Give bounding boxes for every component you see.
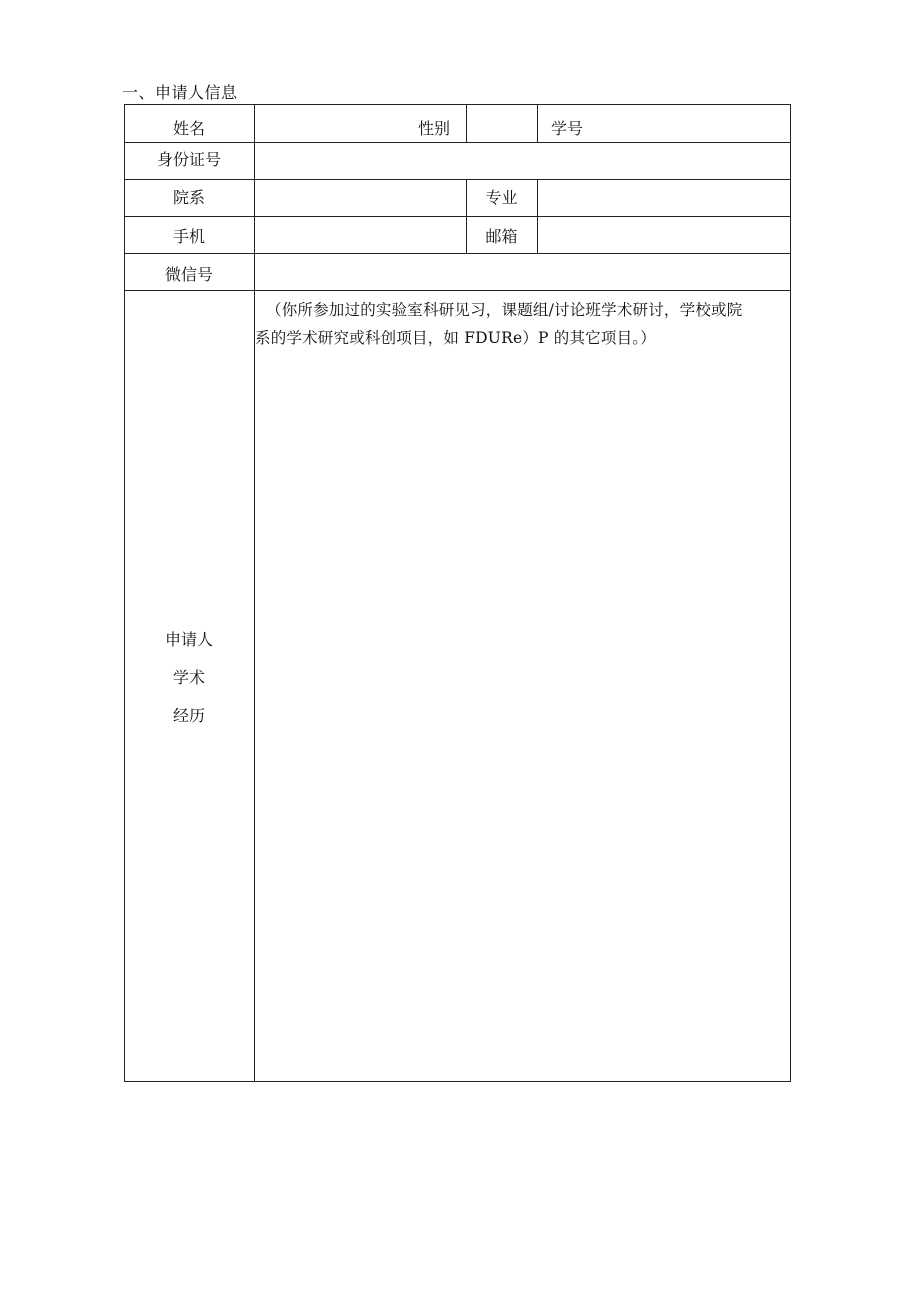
column-divider: [537, 104, 538, 142]
gender-label: 性别: [418, 119, 451, 138]
table-border-left: [124, 104, 125, 1081]
student-id-field[interactable]: [590, 105, 790, 142]
gender-field[interactable]: [467, 105, 537, 142]
phone-label: 手机: [172, 227, 205, 246]
id-number-label: 身份证号: [156, 150, 221, 169]
experience-hint-line-2: 系的学术研究或科创项目，如 FDURe）P 的其它项目。）: [255, 329, 656, 347]
name-field[interactable]: [255, 105, 415, 142]
experience-hint-line-1: （你所参加过的实验室科研见习，课题组/讨论班学术研讨，学校或院: [266, 301, 743, 319]
email-label: 邮箱: [485, 227, 518, 246]
table-border-bottom: [124, 1081, 791, 1082]
email-field[interactable]: [538, 217, 790, 253]
major-field[interactable]: [538, 180, 790, 216]
experience-field[interactable]: [255, 360, 790, 1080]
section-heading: 一、申请人信息: [122, 83, 238, 102]
table-border-right: [790, 104, 791, 1081]
experience-label-line-1: 申请人: [164, 630, 213, 649]
experience-label-line-2: 学术: [172, 668, 205, 687]
row-divider: [124, 290, 791, 291]
id-number-field[interactable]: [255, 143, 790, 179]
wechat-label: 微信号: [164, 265, 213, 284]
department-field[interactable]: [255, 180, 466, 216]
department-label: 院系: [172, 188, 205, 207]
name-label: 姓名: [172, 119, 205, 138]
student-id-label: 学号: [551, 119, 584, 138]
experience-label-line-3: 经历: [172, 706, 205, 725]
phone-field[interactable]: [255, 217, 466, 253]
wechat-field[interactable]: [255, 254, 790, 290]
experience-hint: [255, 296, 792, 352]
major-label: 专业: [485, 188, 518, 207]
